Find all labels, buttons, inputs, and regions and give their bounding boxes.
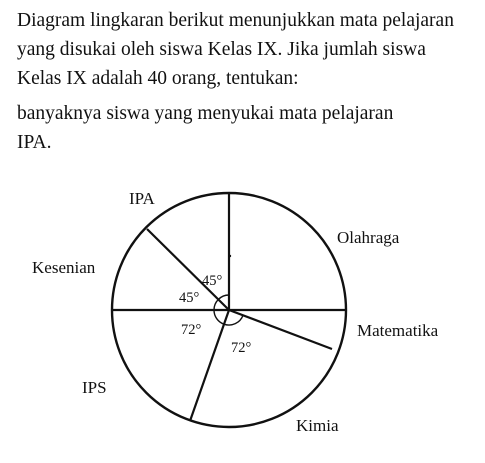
slice-label-kesenian: Kesenian [32, 258, 96, 277]
angle-label-kesenian: 45° [179, 290, 200, 306]
angle-label-ips: 72° [181, 322, 202, 338]
slice-label-ipa: IPA [129, 189, 155, 208]
slice-label-olahraga: Olahraga [337, 228, 400, 247]
question-line-2: IPA. [17, 132, 52, 153]
angle-label-kimia: 72° [231, 340, 252, 356]
question-line-1: banyaknya siswa yang menyukai mata pelajaran [17, 103, 394, 124]
slice-label-matematika: Matematika [357, 321, 439, 340]
slice-label-kimia: Kimia [296, 416, 339, 435]
slice-label-ips: IPS [82, 378, 107, 397]
problem-line-1: Diagram lingkaran berikut menunjukkan mata pelajaran [17, 10, 454, 31]
problem-line-3: Kelas IX adalah 40 orang, tentukan: [17, 68, 299, 89]
center-mark-dot [229, 255, 231, 257]
problem-line-2: yang disukai oleh siswa Kelas IX. Jika jumlah siswa [17, 39, 426, 60]
angle-label-ipa: 45° [202, 273, 223, 289]
